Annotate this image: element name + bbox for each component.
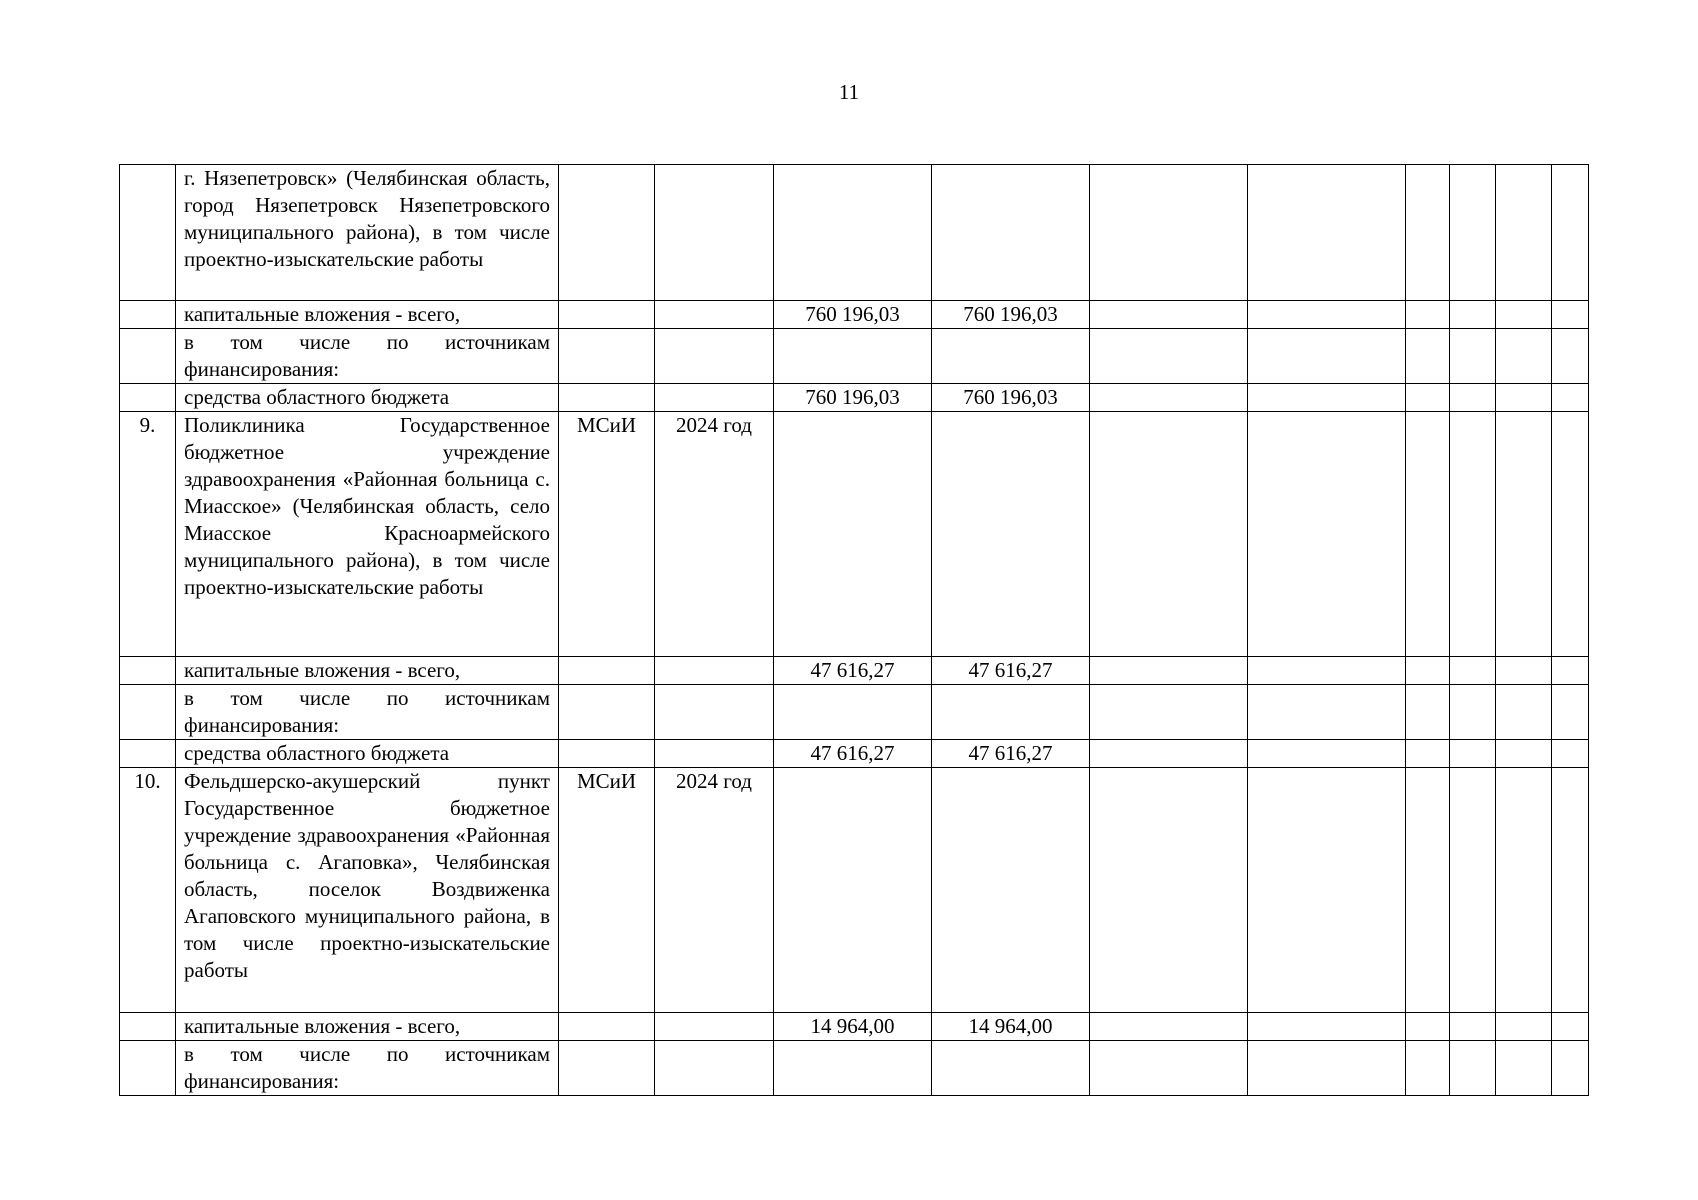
empty-cell <box>1496 165 1552 301</box>
empty-cell <box>1496 740 1552 768</box>
empty-cell <box>1552 165 1589 301</box>
empty-cell <box>1450 301 1496 329</box>
empty-cell <box>1552 740 1589 768</box>
row-number <box>120 301 176 329</box>
empty-cell <box>1406 301 1450 329</box>
empty-cell <box>1248 685 1406 740</box>
empty-cell <box>1450 740 1496 768</box>
row-number <box>120 657 176 685</box>
table-row <box>120 301 1589 329</box>
empty-cell <box>1090 412 1248 657</box>
empty-cell <box>1090 685 1248 740</box>
row-number <box>120 384 176 412</box>
row-description: в том числе по источникам финансирования: <box>176 1041 559 1096</box>
row-amount-2: 47 616,27 <box>932 740 1090 768</box>
empty-cell <box>1552 412 1589 657</box>
row-number: 10. <box>120 768 176 1013</box>
row-number <box>120 1013 176 1041</box>
row-year <box>655 301 774 329</box>
empty-cell <box>1248 768 1406 1013</box>
row-amount-1: 760 196,03 <box>774 301 932 329</box>
row-description: в том числе по источникам финансирования: <box>176 685 559 740</box>
row-organization <box>559 165 655 301</box>
empty-cell <box>1090 1013 1248 1041</box>
empty-cell <box>1248 1041 1406 1096</box>
row-amount-2 <box>932 685 1090 740</box>
table-row <box>120 1013 1589 1041</box>
row-amount-1 <box>774 1041 932 1096</box>
row-description: в том числе по источникам финансирования: <box>176 329 559 384</box>
row-description: капитальные вложения - всего, <box>176 1013 559 1041</box>
empty-cell <box>1552 768 1589 1013</box>
row-amount-2: 760 196,03 <box>932 384 1090 412</box>
empty-cell <box>1090 329 1248 384</box>
row-description: Фельдшерско-акушерский пункт Государственное бюджетное учреждение здравоохранения «Районная больница с. Агаповка», Челябинская область, поселок Воздвиженка Агаповского муниципального района, в том числе проектно-изыскательские работы <box>176 768 559 1013</box>
empty-cell <box>1552 301 1589 329</box>
row-year <box>655 1013 774 1041</box>
empty-cell <box>1496 384 1552 412</box>
row-organization <box>559 1013 655 1041</box>
row-number <box>120 329 176 384</box>
row-description: средства областного бюджета <box>176 384 559 412</box>
empty-cell <box>1090 384 1248 412</box>
empty-cell <box>1406 768 1450 1013</box>
empty-cell <box>1406 165 1450 301</box>
row-year <box>655 165 774 301</box>
empty-cell <box>1248 165 1406 301</box>
table-row <box>120 329 1589 384</box>
empty-cell <box>1496 412 1552 657</box>
table-row <box>120 740 1589 768</box>
table-row <box>120 657 1589 685</box>
row-amount-1 <box>774 412 932 657</box>
row-description: капитальные вложения - всего, <box>176 301 559 329</box>
row-amount-2 <box>932 329 1090 384</box>
empty-cell <box>1450 1041 1496 1096</box>
row-amount-2: 47 616,27 <box>932 657 1090 685</box>
empty-cell <box>1406 740 1450 768</box>
empty-cell <box>1406 412 1450 657</box>
empty-cell <box>1406 1013 1450 1041</box>
table-row <box>120 1041 1589 1096</box>
empty-cell <box>1450 685 1496 740</box>
empty-cell <box>1090 740 1248 768</box>
empty-cell <box>1552 657 1589 685</box>
empty-cell <box>1248 329 1406 384</box>
empty-cell <box>1248 1013 1406 1041</box>
empty-cell <box>1496 1013 1552 1041</box>
empty-cell <box>1090 657 1248 685</box>
row-amount-2: 14 964,00 <box>932 1013 1090 1041</box>
row-amount-1 <box>774 165 932 301</box>
empty-cell <box>1406 685 1450 740</box>
table-row <box>120 768 1589 1013</box>
row-year: 2024 год <box>655 768 774 1013</box>
table-row <box>120 412 1589 657</box>
empty-cell <box>1496 329 1552 384</box>
empty-cell <box>1406 384 1450 412</box>
empty-cell <box>1248 384 1406 412</box>
row-year <box>655 740 774 768</box>
table-row <box>120 384 1589 412</box>
empty-cell <box>1552 1013 1589 1041</box>
empty-cell <box>1248 657 1406 685</box>
row-number <box>120 740 176 768</box>
empty-cell <box>1450 412 1496 657</box>
investment-table <box>119 164 1589 1096</box>
empty-cell <box>1248 740 1406 768</box>
row-year <box>655 384 774 412</box>
row-amount-1: 760 196,03 <box>774 384 932 412</box>
row-amount-1 <box>774 329 932 384</box>
row-organization <box>559 1041 655 1096</box>
table-row <box>120 165 1589 301</box>
empty-cell <box>1450 768 1496 1013</box>
row-organization <box>559 657 655 685</box>
row-number: 9. <box>120 412 176 657</box>
row-organization <box>559 301 655 329</box>
row-amount-1 <box>774 685 932 740</box>
row-amount-2 <box>932 165 1090 301</box>
row-year <box>655 329 774 384</box>
empty-cell <box>1552 329 1589 384</box>
row-amount-2 <box>932 768 1090 1013</box>
row-organization <box>559 685 655 740</box>
empty-cell <box>1090 1041 1248 1096</box>
row-year <box>655 1041 774 1096</box>
empty-cell <box>1552 1041 1589 1096</box>
empty-cell <box>1406 329 1450 384</box>
empty-cell <box>1496 301 1552 329</box>
row-organization: МСиИ <box>559 412 655 657</box>
empty-cell <box>1450 165 1496 301</box>
row-amount-1: 47 616,27 <box>774 657 932 685</box>
empty-cell <box>1552 685 1589 740</box>
empty-cell <box>1248 412 1406 657</box>
row-amount-1: 47 616,27 <box>774 740 932 768</box>
row-number <box>120 685 176 740</box>
row-description: Поликлиника Государственное бюджетное учреждение здравоохранения «Районная больница с. Миасское» (Челябинская область, село Миасское Красноармейского муниципального района), в том числе проектно-изыскательские работы <box>176 412 559 657</box>
empty-cell <box>1496 685 1552 740</box>
row-number <box>120 165 176 301</box>
row-number <box>120 1041 176 1096</box>
empty-cell <box>1406 657 1450 685</box>
row-description: капитальные вложения - всего, <box>176 657 559 685</box>
empty-cell <box>1552 384 1589 412</box>
empty-cell <box>1496 657 1552 685</box>
row-organization <box>559 329 655 384</box>
row-year <box>655 657 774 685</box>
empty-cell <box>1248 301 1406 329</box>
row-amount-1 <box>774 768 932 1013</box>
empty-cell <box>1450 384 1496 412</box>
row-organization <box>559 384 655 412</box>
empty-cell <box>1090 165 1248 301</box>
row-amount-1: 14 964,00 <box>774 1013 932 1041</box>
empty-cell <box>1450 329 1496 384</box>
empty-cell <box>1090 301 1248 329</box>
row-description: средства областного бюджета <box>176 740 559 768</box>
empty-cell <box>1496 1041 1552 1096</box>
empty-cell <box>1496 768 1552 1013</box>
table-row <box>120 685 1589 740</box>
row-description: г. Нязепетровск» (Челябинская область, город Нязепетровск Нязепетровского муниципального района), в том числе проектно-изыскательские работы <box>176 165 559 301</box>
row-amount-2 <box>932 1041 1090 1096</box>
row-year: 2024 год <box>655 412 774 657</box>
empty-cell <box>1090 768 1248 1013</box>
page-number: 11 <box>838 80 860 104</box>
row-amount-2: 760 196,03 <box>932 301 1090 329</box>
row-organization: МСиИ <box>559 768 655 1013</box>
row-organization <box>559 740 655 768</box>
row-year <box>655 685 774 740</box>
empty-cell <box>1450 1013 1496 1041</box>
empty-cell <box>1450 657 1496 685</box>
empty-cell <box>1406 1041 1450 1096</box>
row-amount-2 <box>932 412 1090 657</box>
